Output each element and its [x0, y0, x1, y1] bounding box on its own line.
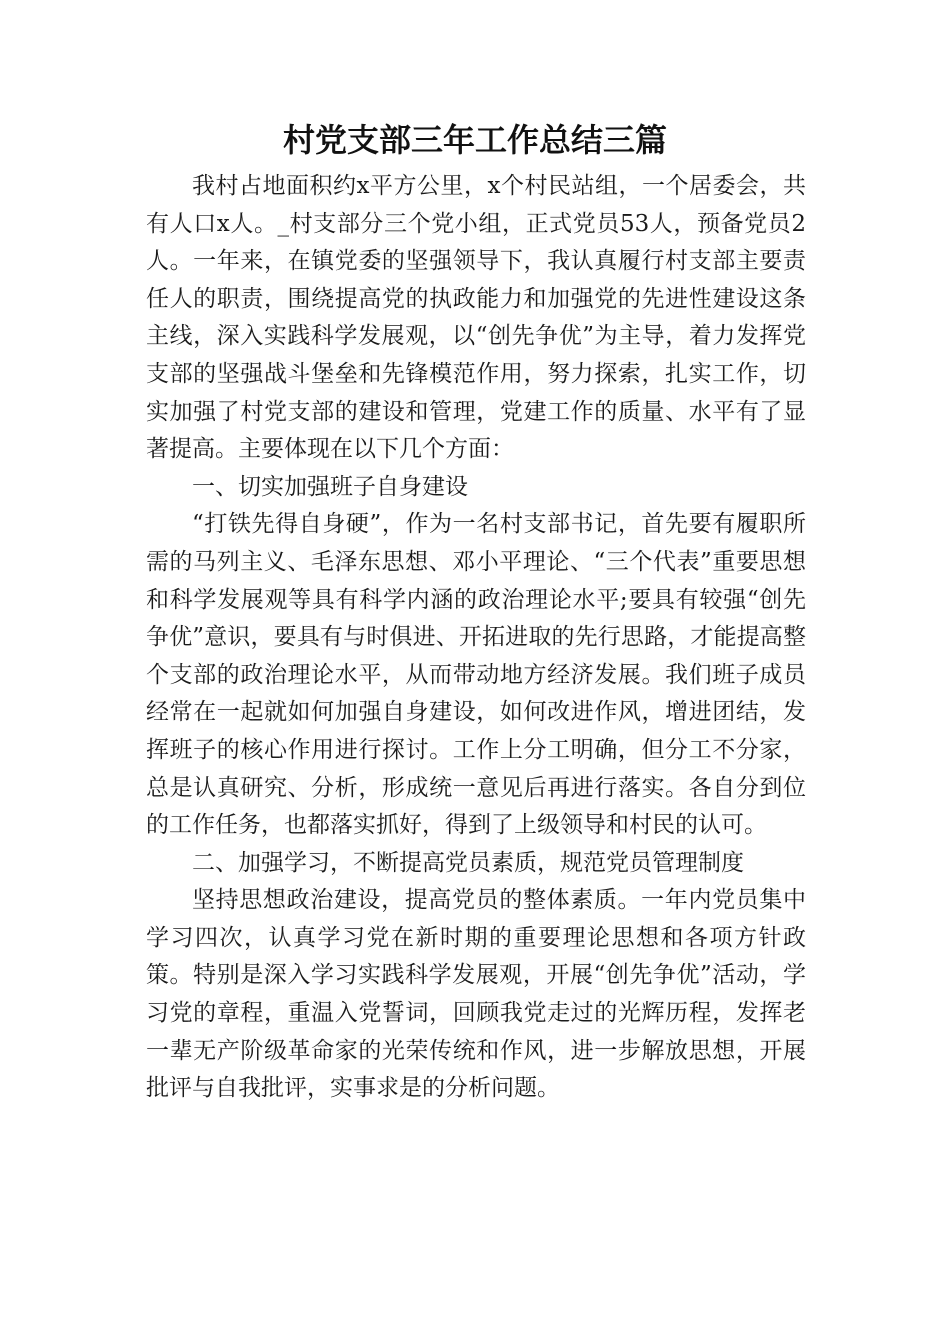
section-heading-1: 一、切实加强班子自身建设	[192, 473, 468, 500]
section-2-paragraph: 坚持思想政治建设，提高党员的整体素质。一年内党员集中学习四次，认真学习党在新时期的重要理论思想和各项方针政策。特别是深入学习实践科学发展观，开展“创先争优”活动，学习党的章程，重温入党誓词，回顾我党走过的光辉历程，发挥老一辈无产阶级革命家的光荣传统和作风，进一步解放思想，开展批评与自我批评，实事求是的分析问题。	[146, 887, 806, 1102]
document-body	[146, 168, 806, 1108]
intro-paragraph: 我村占地面积约x平方公里，x个村民站组，一个居委会，共有人口x人。_村支部分三个党小组，正式党员53人，预备党员2人。一年来，在镇党委的坚强领导下，我认真履行村支部主要责任人的职责，围绕提高党的执政能力和加强党的先进性建设这条主线，深入实践科学发展观，以“创先争优”为主导，着力发挥党支部的坚强战斗堡垒和先锋模范作用，努力探索，扎实工作，切实加强了村党支部的建设和管理，党建工作的质量、水平有了显著提高。主要体现在以下几个方面：	[146, 173, 806, 463]
section-heading-2: 二、加强学习，不断提高党员素质，规范党员管理制度	[192, 849, 744, 876]
document-title: 村党支部三年工作总结三篇	[282, 121, 667, 159]
section-1-paragraph: “打铁先得自身硬”，作为一名村支部书记，首先要有履职所需的马列主义、毛泽东思想、邓小平理论、“三个代表”重要思想和科学发展观等具有科学内涵的政治理论水平;要具有较强“创先争优”意识，要具有与时俱进、开拓进取的先行思路，才能提高整个支部的政治理论水平，从而带动地方经济发展。我们班子成员经常在一起就如何加强自身建设，如何改进作风，增进团结，发挥班子的核心作用进行探讨。工作上分工明确，但分工不分家，总是认真研究、分析，形成统一意见后再进行落实。各自分到位的工作任务，也都落实抓好，得到了上级领导和村民的认可。	[146, 511, 806, 839]
